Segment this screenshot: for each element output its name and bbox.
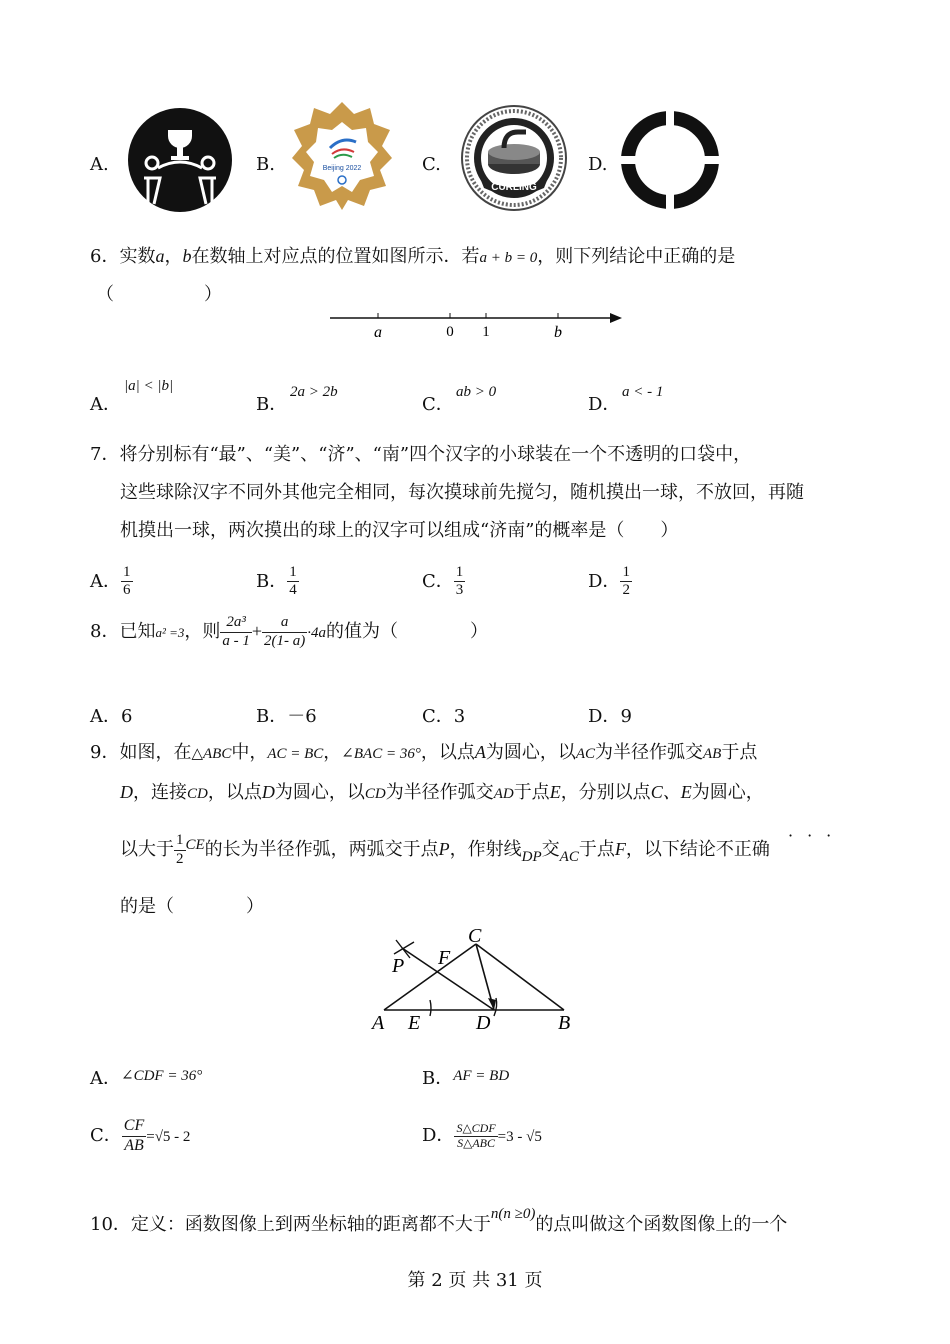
q5-option-c-label: C. xyxy=(422,154,441,175)
q6-mid: 在数轴上对应点的位置如图所示．若 xyxy=(191,246,480,267)
q6-option-c-label: C． xyxy=(422,394,454,415)
q9-emphasis: 不正确 xyxy=(715,839,770,860)
q8-option-b-value: －6 xyxy=(287,706,317,727)
nl-label-b: b xyxy=(554,324,562,341)
m: F xyxy=(614,839,626,859)
t: ，连接 xyxy=(133,782,187,803)
frac-den: 6 xyxy=(123,582,131,599)
q6-prefix: 6．实数 xyxy=(90,246,156,267)
q8-stem xyxy=(90,612,488,652)
q8-suffix: 的值为（ ） xyxy=(326,621,489,642)
q6-option-d-label: D． xyxy=(588,394,621,415)
nl-label-1: 1 xyxy=(482,324,490,340)
q6-condition: a + b = 0 xyxy=(479,250,538,266)
q6-var-b: b xyxy=(182,246,192,266)
q8-option-a-label: A． xyxy=(90,706,121,727)
fig-label-c: C xyxy=(468,925,482,947)
q8-option-d-value: 9 xyxy=(620,706,632,727)
q8-option-c-value: 3 xyxy=(453,706,466,727)
q6-number-line xyxy=(328,306,628,351)
m: ∠BAC = 36° xyxy=(341,746,421,762)
q8-option-a-value: 6 xyxy=(121,706,133,727)
fig-label-b: B xyxy=(558,1012,571,1034)
m: △ABC xyxy=(191,746,232,762)
nl-label-a: a xyxy=(374,324,382,341)
t: 的长为半径作弧，两弧交于点 xyxy=(204,839,439,860)
q9-option-d-label: D． xyxy=(422,1125,455,1146)
frac-den: 2(1- a) xyxy=(264,632,306,649)
q6-answer-paren: （ ） xyxy=(96,284,222,305)
q7-option-c-frac xyxy=(454,564,466,600)
q9-line1 xyxy=(90,738,757,764)
q9-option-b-label: B． xyxy=(422,1068,454,1089)
q9-option-c xyxy=(90,1116,190,1157)
q9-option-a-expr: ∠CDF = 36° xyxy=(121,1068,203,1084)
q10-prefix: 10．定义：函数图像上到两坐标轴的距离都不大于 xyxy=(90,1214,491,1235)
q6-option-c xyxy=(422,390,454,416)
fig-label-f: F xyxy=(438,947,451,969)
frac-num: 1 xyxy=(620,564,632,582)
q9-option-b xyxy=(422,1064,509,1090)
q9-geometry-figure xyxy=(368,924,588,1041)
t: 为圆心， xyxy=(691,782,764,803)
fig-label-e: E xyxy=(408,1012,421,1034)
frac-num: 1 xyxy=(121,564,133,582)
t: 为圆心，以 xyxy=(274,782,365,803)
m: AC xyxy=(575,746,595,762)
t: 中， xyxy=(231,742,268,763)
q6-option-c-expr: ab > 0 xyxy=(456,384,497,400)
t: 9．如图，在 xyxy=(90,742,192,763)
ring-icon xyxy=(620,110,720,215)
q6-option-b-expr: 2a > 2b xyxy=(290,384,338,400)
q6-option-d-expr: a < - 1 xyxy=(622,384,664,400)
frac-den: AB xyxy=(124,1136,144,1154)
fig-label-p: P xyxy=(392,955,405,977)
q6-option-a-expr: |a| < |b| xyxy=(124,378,174,394)
m: E xyxy=(549,782,561,802)
t: ，以下结论 xyxy=(625,839,716,860)
q9-half-frac xyxy=(174,832,186,868)
emphasis-dots: ··· xyxy=(788,826,846,845)
m: AB xyxy=(703,746,722,762)
frac-den: a - 1 xyxy=(222,632,250,649)
q7-option-d-frac xyxy=(620,564,632,600)
q7-option-b-label: B． xyxy=(256,570,288,592)
q7-option-c xyxy=(422,564,465,600)
q9-option-a xyxy=(90,1064,202,1090)
q9-line4: 的是（ ） xyxy=(120,896,264,917)
q7-option-d-label: D． xyxy=(588,570,621,592)
q7-line1: 7．将分别标有“最”、“美”、“济”、“南”四个汉字的小球装在一个不透明的口袋中， xyxy=(90,444,752,465)
q5-option-a-label: A. xyxy=(90,154,109,175)
q8-frac2 xyxy=(262,614,307,650)
t: 为半径作弧交 xyxy=(385,782,494,803)
q6-sep: ， xyxy=(164,246,183,267)
q8-option-c-label: C． xyxy=(422,706,454,727)
q8-option-a xyxy=(90,702,132,728)
q8-mid: ，则 xyxy=(184,621,221,642)
frac-num: 1 xyxy=(174,832,186,850)
fig-label-d: D xyxy=(476,1012,491,1034)
t: ，以点 xyxy=(207,782,262,803)
q5-option-b-label: B. xyxy=(256,154,275,175)
m: CD xyxy=(187,786,208,802)
q8-option-d xyxy=(588,702,632,728)
q9-line3 xyxy=(120,826,770,876)
t: 为半径作弧交 xyxy=(595,742,703,763)
t: 以大于 xyxy=(120,839,174,860)
q8-tail: ·4a xyxy=(307,625,327,641)
frac-num: CF xyxy=(122,1117,146,1136)
frac-num: S△CDF xyxy=(456,1120,496,1135)
q9-line2 xyxy=(120,778,764,804)
page-footer: 第 2 页 共 31 页 xyxy=(407,1270,543,1291)
frac-den: S△ABC xyxy=(457,1135,495,1150)
q9-option-d xyxy=(422,1116,542,1157)
q6-stem xyxy=(90,242,735,268)
q7-option-d xyxy=(588,564,632,600)
q9-option-c-frac xyxy=(122,1117,146,1155)
m: A xyxy=(474,742,486,762)
t: ，以点 xyxy=(420,742,475,763)
q8-option-c xyxy=(422,702,465,728)
q6-option-b xyxy=(256,390,287,416)
m: D xyxy=(261,782,275,802)
t: 为圆心，以 xyxy=(485,742,576,763)
m: AC xyxy=(559,849,579,865)
q8-plus: + xyxy=(251,621,263,641)
frac-den: 4 xyxy=(289,582,297,599)
q9-option-d-rhs: =3 - √5 xyxy=(497,1129,542,1145)
frac-num: 1 xyxy=(454,564,466,582)
frac-num: a xyxy=(262,614,307,632)
q6-end: ，则下列结论中正确的是 xyxy=(537,246,736,267)
m: DP xyxy=(521,849,542,865)
q7-option-b xyxy=(256,564,299,600)
b-emblem-text: Beijing 2022 xyxy=(322,165,362,172)
t: 于点 xyxy=(578,839,615,860)
m: AC = BC xyxy=(267,746,324,762)
q5-option-d-label: D. xyxy=(588,154,608,175)
q9-option-b-expr: AF = BD xyxy=(453,1068,510,1084)
q7-line3: 机摸出一球，两次摸出的球上的汉字可以组成“济南”的概率是（ ） xyxy=(120,520,679,541)
q10-suffix: 的点叫做这个函数图像上的一个 xyxy=(535,1214,788,1235)
trophy-podium-icon xyxy=(128,108,232,217)
frac-den: 3 xyxy=(455,582,464,599)
m: D xyxy=(120,782,133,802)
m: AD xyxy=(493,786,514,802)
frac-den: 2 xyxy=(622,582,630,599)
q9-option-d-frac xyxy=(454,1122,497,1151)
t: 于点 xyxy=(721,742,758,763)
q8-condition: a² =3 xyxy=(155,625,185,640)
q9-option-a-label: A． xyxy=(90,1068,121,1089)
q7-line2: 这些球除汉字不同外其他完全相同，每次摸球前先搅匀，随机摸出一球，不放回，再随 xyxy=(120,482,804,503)
q10-expr: n(n ≥0) xyxy=(490,1206,536,1222)
q8-option-b xyxy=(256,702,317,728)
m: CE xyxy=(185,837,205,853)
q7-option-b-frac xyxy=(287,564,299,600)
q6-option-a-label: A． xyxy=(90,394,121,415)
snowflake-emblem-icon xyxy=(290,100,394,217)
q8-option-d-label: D． xyxy=(588,706,621,727)
t: ，作射线 xyxy=(449,839,522,860)
q10-stem xyxy=(90,1200,787,1239)
frac-num: 2a³ xyxy=(220,614,252,632)
m: C、E xyxy=(650,782,692,802)
q9-option-c-label: C． xyxy=(90,1125,122,1146)
m: P xyxy=(438,839,450,859)
q8-frac1 xyxy=(220,614,252,650)
frac-den: 2 xyxy=(176,850,184,867)
nl-label-0: 0 xyxy=(446,324,454,340)
c-badge-text: CURLING xyxy=(491,182,537,193)
q9-option-c-rhs: =√5 - 2 xyxy=(146,1129,191,1145)
q6-option-b-label: B． xyxy=(256,394,288,415)
frac-num: 1 xyxy=(287,564,299,582)
t: ，分别以点 xyxy=(560,782,651,803)
curling-badge-icon xyxy=(460,104,568,217)
t: 交 xyxy=(541,839,560,860)
q7-option-a-frac xyxy=(121,564,133,600)
q6-var-a: a xyxy=(155,246,165,266)
m: CD xyxy=(364,786,386,802)
fig-label-a: A xyxy=(372,1012,385,1034)
q6-option-d xyxy=(588,390,620,416)
q7-option-c-label: C． xyxy=(422,570,454,592)
t: 于点 xyxy=(513,782,550,803)
q7-option-a xyxy=(90,564,133,600)
q7-option-a-label: A． xyxy=(90,570,121,592)
t: ， xyxy=(323,742,342,763)
q8-option-b-label: B． xyxy=(256,706,288,727)
q8-prefix: 8．已知 xyxy=(90,621,156,642)
q6-option-a xyxy=(90,390,121,416)
